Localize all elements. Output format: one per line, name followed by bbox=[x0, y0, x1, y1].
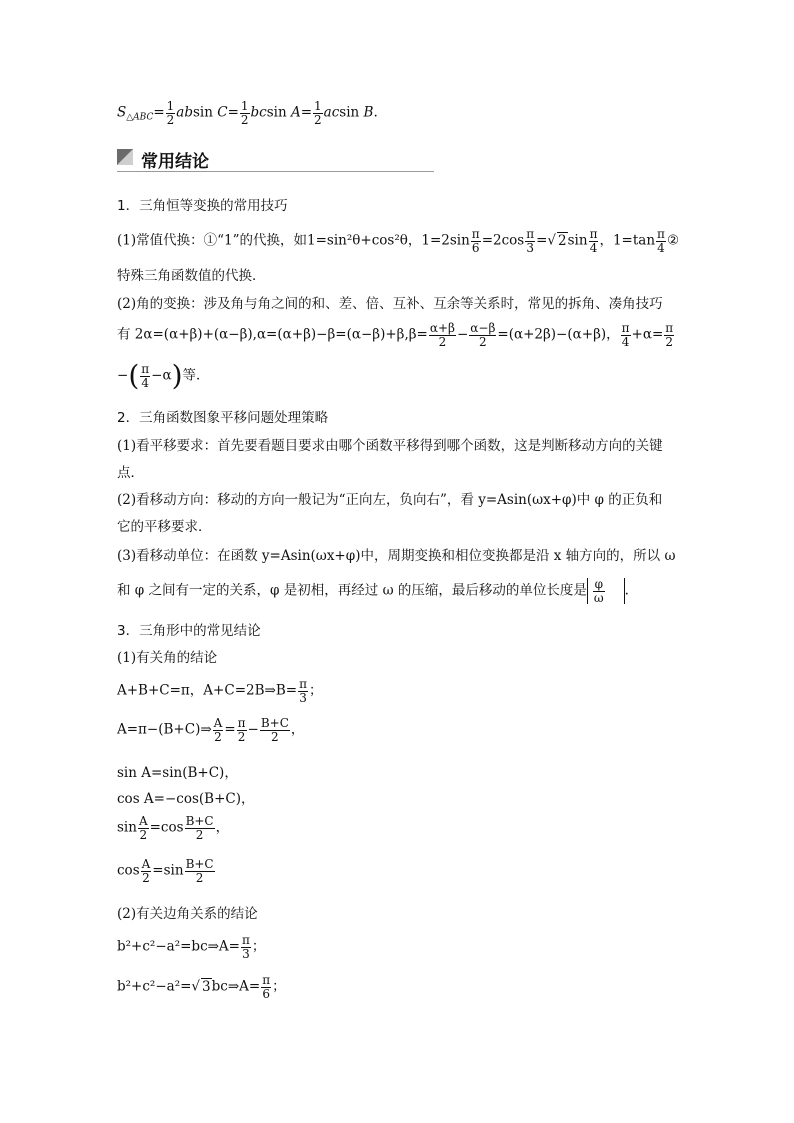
s3-l1: A+B+C=π，A+C=2B⇒B= $\frac{\pi}{3}$ ； bbox=[117, 677, 323, 705]
s1-p1-tail: 特殊三角函数值的代换． bbox=[117, 268, 266, 284]
s3-p2: (2)有关边角关系的结论 bbox=[117, 906, 258, 922]
s2-p2-a: (2)看移动方向：移动的方向一般记为“正向左，负向右”，看 y=Asin(ωx+φ)中 φ 的正负和 bbox=[117, 492, 663, 508]
section-heading bbox=[117, 145, 434, 172]
s3-l4: cos A=−cos(B+C)， bbox=[117, 791, 255, 807]
s1-p2-a: (2)角的变换：涉及角与角之间的和、差、倍、互补、互余等关系时，常见的拆角、凑角技巧 bbox=[117, 296, 663, 312]
s1-p1: (1)常值代换：①“1”的代换，如1=sin²θ+cos²θ，1=2sin $\frac{\pi}{6}$ =2cos $\frac{\pi}{3}$ =√ 2sin $\frac{\pi}{4}$ ，1=tan $\frac{\pi}{4}$ ② bbox=[117, 227, 680, 255]
s3-l2: A=π−(B+C)⇒ $\frac{A}{2}$ = $\frac{\pi}{2}$ − $\frac{B+C}{2}$ ， bbox=[117, 716, 305, 744]
heading-marker-icon bbox=[117, 149, 133, 165]
s2-p1-b: 点． bbox=[117, 465, 144, 481]
s2-p3-b: 和 φ 之间有一定的关系，φ 是初相，再经过 ω 的压缩，最后移动的单位长度是 $\frac{\varphi}{\omega}$ . bbox=[117, 577, 629, 605]
s1-p2-c: −( $\frac{\pi}{4}$ −α)等． bbox=[117, 359, 210, 392]
s3-l8: b²+c²−a²=√ 3bc⇒A= $\frac{\pi}{6}$ ； bbox=[117, 973, 286, 1001]
s3-l6: cos $\frac{A}{2}$ =sin $\frac{B+C}{2}$ bbox=[117, 857, 214, 885]
s3-p1: (1)有关角的结论 bbox=[117, 650, 218, 666]
s3-l5: sin $\frac{A}{2}$ =cos $\frac{B+C}{2}$ ， bbox=[117, 814, 230, 842]
area-formula: $S_{\triangle ABC}=$ $\frac{1}{2}$ absin C= $\frac{1}{2}$ bcsin A= $\frac{1}{2}$ acsin B. bbox=[117, 99, 378, 127]
s3-title: 3．三角形中的常见结论 bbox=[117, 623, 261, 639]
s2-p2-b: 它的平移要求． bbox=[117, 519, 212, 535]
section-heading-title: 常用结论 bbox=[141, 152, 209, 172]
s1-title: 1．三角恒等变换的常用技巧 bbox=[117, 198, 288, 214]
s3-l3: sin A=sin(B+C)， bbox=[117, 765, 238, 781]
s2-title: 2．三角函数图象平移问题处理策略 bbox=[117, 410, 329, 426]
s2-p3-a: (3)看移动单位：在函数 y=Asin(ωx+φ)中，周期变换和相位变换都是沿 x 轴方向的，所以 ω bbox=[117, 548, 676, 564]
s1-p2-b: 有 2α=(α+β)+(α−β),α=(α+β)−β=(α−β)+β,β= $\frac{\alpha+\beta}{2}$ − $\frac{\alpha-\beta}{2}$ =(α+2β)−(α+β)， $\frac{\pi}{4}$ +α= $\frac{\pi}{2}$ bbox=[117, 321, 674, 349]
s3-l7: b²+c²−a²=bc⇒A= $\frac{\pi}{3}$ ； bbox=[117, 933, 266, 961]
s2-p1-a: (1)看平移要求：首先要看题目要求由哪个函数平移得到哪个函数，这是判断移动方向的关键 bbox=[117, 438, 663, 454]
